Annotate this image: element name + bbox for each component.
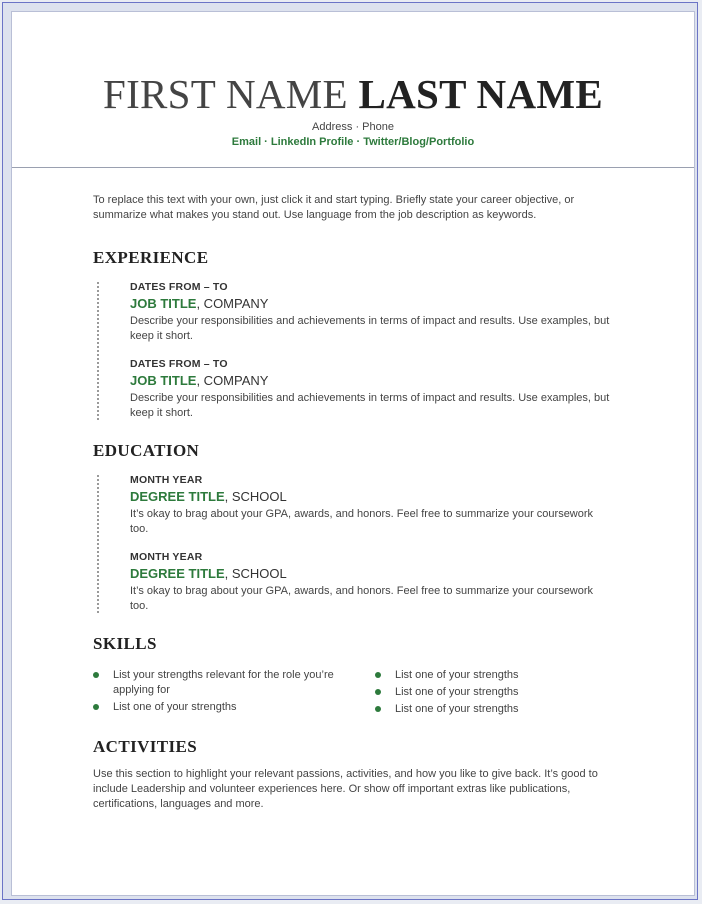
bullet-icon [93, 672, 99, 678]
entry-dates: DATES FROM – TO [130, 358, 228, 370]
education-entry [130, 473, 610, 537]
first-name: FIRST NAME [102, 71, 348, 117]
entry-description: It’s okay to brag about your GPA, awards, and honors. Feel free to summarize your coursework too. [130, 508, 594, 535]
objective-text: To replace this text with your own, just click it and start typing. Briefly state your career objective, or summarize what makes you stand out. Use language from the job description as keywords. [93, 194, 575, 221]
resume-header [12, 12, 694, 166]
skill-item [93, 668, 343, 698]
job-title: JOB TITLE [130, 373, 197, 388]
resume-page [11, 11, 695, 896]
full-name [12, 72, 694, 116]
entry-title [130, 565, 610, 583]
company-name: , COMPANY [196, 373, 269, 388]
skills-left-column [93, 668, 343, 717]
entry-title [130, 295, 610, 313]
education-entry [130, 550, 610, 614]
skill-text: List one of your strengths [395, 703, 519, 715]
entry-title [130, 372, 610, 390]
skill-item [375, 702, 625, 717]
skills-heading: SKILLS [93, 634, 157, 653]
skills-right-column [375, 668, 625, 719]
skill-text: List one of your strengths [395, 669, 519, 681]
experience-heading: EXPERIENCE [93, 248, 209, 267]
activities-text: Use this section to highlight your relevant passions, activities, and how you like to give back. It’s good to include Leadership and volunteer experiences here. Or show off important extras like publications, certifications, languages and more. [93, 768, 598, 810]
last-name: LAST NAME [358, 71, 604, 117]
entry-title [130, 488, 610, 506]
skill-item [375, 685, 625, 700]
degree-title: DEGREE TITLE [130, 566, 225, 581]
degree-title: DEGREE TITLE [130, 489, 225, 504]
entry-dates: MONTH YEAR [130, 474, 203, 486]
contact-line: Address · Phone [312, 121, 394, 133]
bullet-icon [375, 689, 381, 695]
job-title: JOB TITLE [130, 296, 197, 311]
entry-description: It’s okay to brag about your GPA, awards, and honors. Feel free to summarize your coursework too. [130, 585, 594, 612]
school-name: , SCHOOL [224, 489, 287, 504]
header-divider [12, 167, 694, 168]
education-heading: EDUCATION [93, 441, 200, 460]
experience-entry [130, 357, 610, 421]
skill-text: List your strengths relevant for the role you’re applying for [113, 669, 334, 696]
entry-dates: DATES FROM – TO [130, 281, 228, 293]
skill-text: List one of your strengths [113, 701, 237, 713]
skill-text: List one of your strengths [395, 686, 519, 698]
entry-description: Describe your responsibilities and achievements in terms of impact and results. Use examples, but keep it short. [130, 392, 610, 419]
entry-description: Describe your responsibilities and achievements in terms of impact and results. Use examples, but keep it short. [130, 315, 610, 342]
skill-item [93, 700, 343, 715]
document-frame [2, 2, 698, 900]
links-line: Email · LinkedIn Profile · Twitter/Blog/Portfolio [231, 136, 475, 148]
entry-dates: MONTH YEAR [130, 551, 203, 563]
education-timeline [97, 475, 99, 613]
bullet-icon [375, 672, 381, 678]
experience-timeline [97, 282, 99, 420]
activities-heading: ACTIVITIES [93, 737, 198, 756]
experience-entry [130, 280, 610, 344]
skill-item [375, 668, 625, 683]
bullet-icon [93, 704, 99, 710]
school-name: , SCHOOL [224, 566, 287, 581]
company-name: , COMPANY [196, 296, 269, 311]
bullet-icon [375, 706, 381, 712]
